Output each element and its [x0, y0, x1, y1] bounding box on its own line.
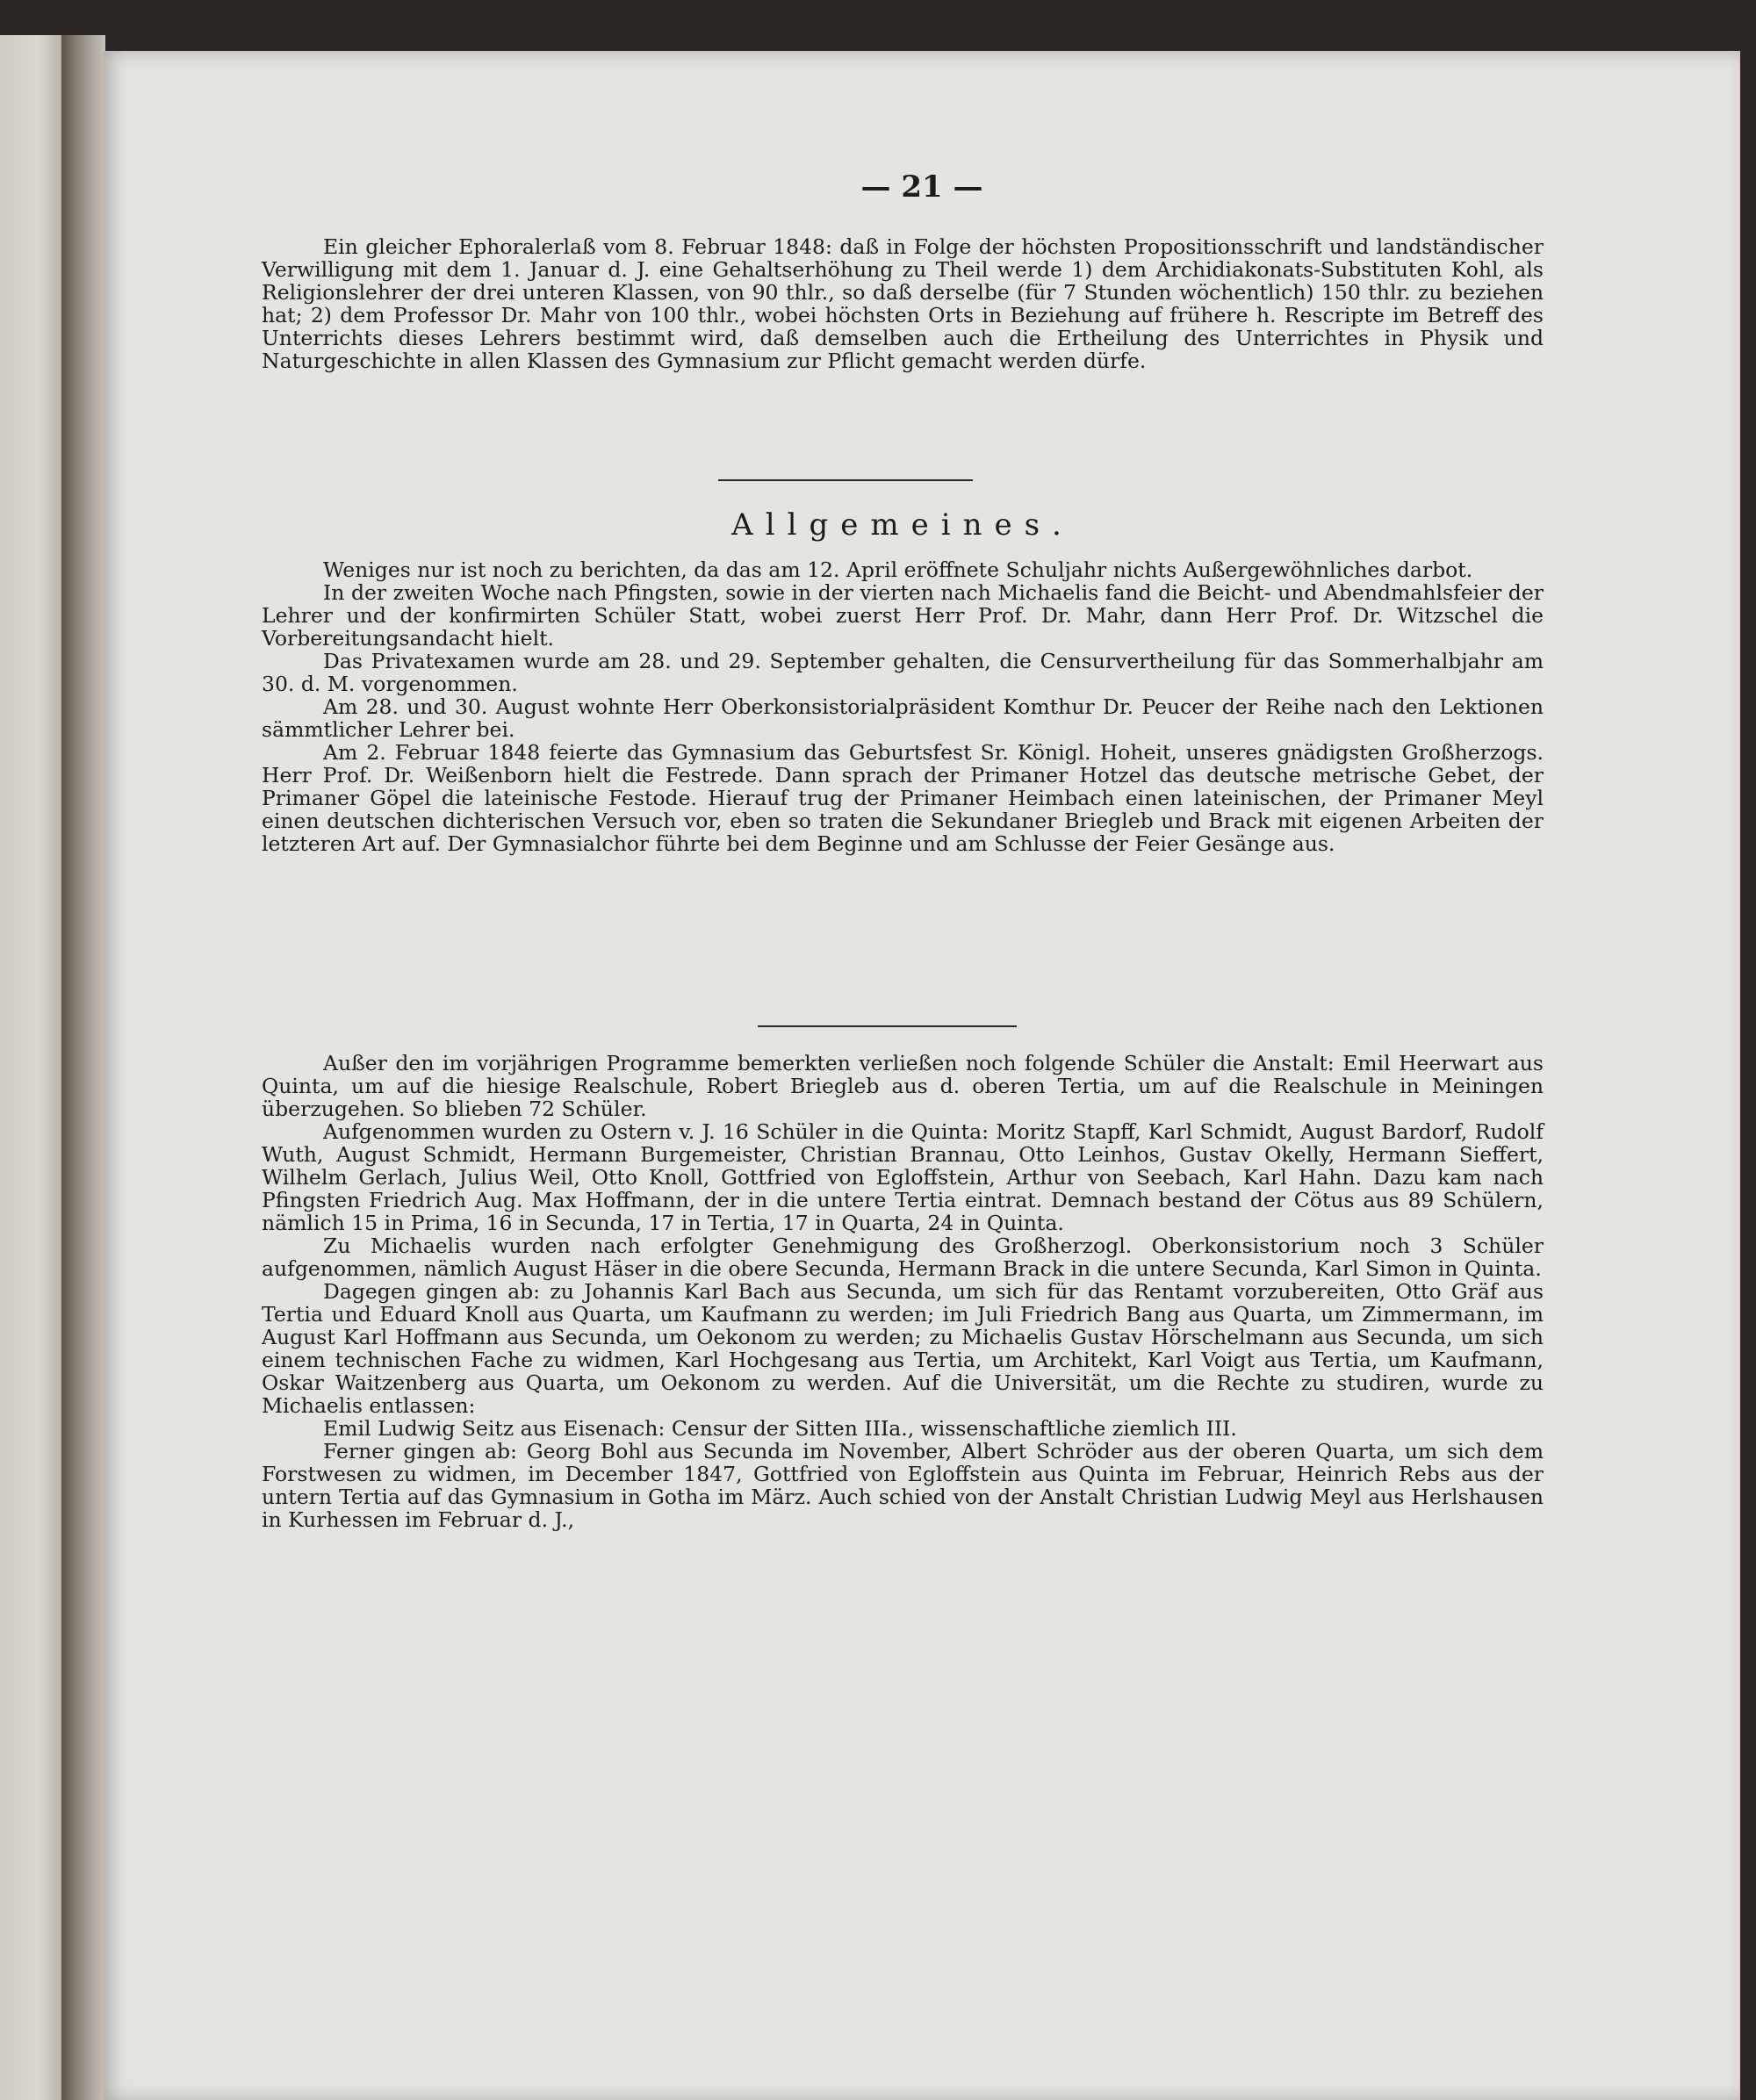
paragraph: Außer den im vorjährigen Programme bemerkten verließen noch folgende Schüler die Anstalt: Emil Heerwart aus Quinta, um auf die hiesige Realschule, Robert Briegleb aus d. oberen Tertia, um auf die Realschule in Meiningen überzugehen. So blieben 72 Schüler.: [262, 1051, 1544, 1121]
paragraph: Dagegen gingen ab: zu Johannis Karl Bach aus Secunda, um sich für das Rentamt vorzubereiten, Otto Gräf aus Tertia und Eduard Knoll aus Quarta, um Kaufmann zu werden; im Juli Friedrich Bang aus Quarta, um Zimmermann, im August Karl Hoffmann aus Secunda, um Oekonom zu werden; zu Michaelis Gustav Hörschelmann aus Secunda, um sich einem technischen Fache zu widmen, Karl Hochgesang aus Tertia, um Architekt, Karl Voigt aus Tertia, um Kaufmann, Oskar Waitzenberg aus Quarta, um Oekonom zu werden. Auf die Universität, um die Rechte zu studiren, wurde zu Michaelis entlassen:: [262, 1279, 1544, 1418]
paragraph: Am 28. und 30. August wohnte Herr Oberkonsistorialpräsident Komthur Dr. Peucer der Reihe nach den Lektionen sämmtlicher Lehrer bei.: [262, 694, 1544, 742]
paragraph: Aufgenommen wurden zu Ostern v. J. 16 Schüler in die Quinta: Moritz Stapff, Karl Schmidt, August Bardorf, Rudolf Wuth, August Schmidt, Hermann Burgemeister, Christian Brannau, Otto Leinhos, Gustav Okelly, Hermann Sieffert, Wilhelm Gerlach, Julius Weil, Otto Knoll, Gottfried von Egloffstein, Arthur von Seebach, Karl Hahn. Dazu kam nach Pfingsten Friedrich Aug. Max Hoffmann, der in die untere Tertia eintrat. Demnach bestand der Cötus aus 89 Schülern, nämlich 15 in Prima, 16 in Secunda, 17 in Tertia, 17 in Quarta, 24 in Quinta.: [262, 1119, 1544, 1235]
paragraph: Weniges nur ist noch zu berichten, da das am 12. April eröffnete Schuljahr nichts Außergewöhnliches darbot.: [323, 557, 1473, 582]
paragraph: Ein gleicher Ephoralerlaß vom 8. Februar 1848: daß in Folge der höchsten Propositionsschrift und landständischer Verwilligung mit dem 1. Januar d. J. eine Gehaltserhöhung zu Theil werde 1) dem Archidiakonats-Substituten Kohl, als Religionslehrer der drei unteren Klassen, von 90 thlr., so daß derselbe (für 7 Stunden wöchentlich) 150 thlr. zu beziehen hat; 2) dem Professor Dr. Mahr von 100 thlr., wobei höchsten Orts in Beziehung auf frühere h. Rescripte im Betreff des Unterrichts dieses Lehrers bestimmt wird, daß demselben auch die Ertheilung des Unterrichtes in Physik und Naturgeschichte in allen Klassen des Gymnasium zur Pflicht gemacht werden dürfe.: [262, 234, 1544, 373]
paragraph: Zu Michaelis wurden nach erfolgter Genehmigung des Großherzogl. Oberkonsistorium noch 3 Schüler aufgenommen, nämlich August Häser in die obere Secunda, Hermann Brack in die untere Secunda, Karl Simon in Quinta.: [262, 1233, 1544, 1281]
paragraph: In der zweiten Woche nach Pfingsten, sowie in der vierten nach Michaelis fand die Beicht- und Abendmahlsfeier der Lehrer und der konfirmirten Schüler Statt, wobei zuerst Herr Prof. Dr. Mahr, dann Herr Prof. Dr. Witzschel die Vorbereitungsandacht hielt.: [262, 580, 1544, 651]
paragraph: Das Privatexamen wurde am 28. und 29. September gehalten, die Censurvertheilung für das Sommerhalbjahr am 30. d. M. vorgenommen.: [262, 649, 1544, 696]
left-page-margin: [0, 35, 61, 2100]
book-gutter: [61, 35, 105, 2100]
section-students: [262, 1052, 1544, 1531]
section-heading: Allgemeines.: [731, 507, 1074, 543]
section-general: [262, 558, 1544, 855]
section-decrees: [262, 235, 1544, 372]
paragraph: Am 2. Februar 1848 feierte das Gymnasium das Geburtsfest Sr. Königl. Hoheit, unseres gnädigsten Großherzogs. Herr Prof. Dr. Weißenborn hielt die Festrede. Dann sprach der Primaner Hotzel das deutsche metrische Gebet, der Primaner Göpel die lateinische Festode. Hierauf trug der Primaner Heimbach einen lateinischen, der Primaner Meyl einen deutschen dichterischen Versuch vor, eben so traten die Sekundaner Briegleb und Brack mit eigenen Arbeiten der letzteren Art auf. Der Gymnasialchor führte bei dem Beginne und am Schlusse der Feier Gesänge aus.: [262, 740, 1544, 856]
section-divider: [758, 1025, 1017, 1027]
paragraph: Emil Ludwig Seitz aus Eisenach: Censur der Sitten IIIa., wissenschaftliche ziemlich III.: [323, 1416, 1237, 1441]
section-divider: [718, 479, 973, 481]
paragraph: Ferner gingen ab: Georg Bohl aus Secunda im November, Albert Schröder aus der oberen Quarta, um sich dem Forstwesen zu widmen, im December 1847, Gottfried von Egloffstein aus Quinta im Februar, Heinrich Rebs aus der untern Tertia auf das Gymnasium in Gotha im März. Auch schied von der Anstalt Christian Ludwig Meyl aus Herlshausen in Kurhessen im Februar d. J.,: [262, 1439, 1544, 1532]
document-page: [104, 51, 1740, 2100]
page-number: — 21 —: [860, 169, 983, 205]
